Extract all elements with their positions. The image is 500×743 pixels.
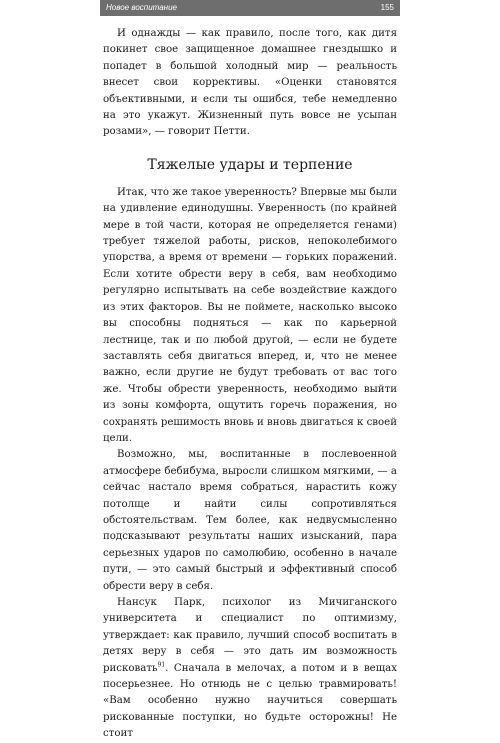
running-header [100,0,400,16]
section-heading: Тяжелые удары и терпение [147,156,353,173]
paragraph-text: . Сначала в мелочах, а потом и в вещах посерьезнее. Но отнюдь не с целью травмировать! «Вам особенно нужно научиться совершать рискованные поступки, но будьте осторожны! Не стоит [103,662,397,740]
page-number: 155 [380,3,394,12]
page-body [103,26,397,743]
paragraph: Итак, что же такое уверенность? Впервые мы были на удивление единодушны. Уверенность (по крайней мере в той части, которая не определяется генами) требует тяжелой работы, рисков, непоколебимого упорства, а время от времени — горьких поражений. Если хотите обрести веру в себя, вам необходимо регулярно испытывать на себе воздействие каждого из этих факторов. Вы не поймете, насколько высоко вы способны подняться — как по карьерной лестнице, так и по любой другой, — если не будете заставлять себя двигаться вперед, и, что не менее важно, если другие не будут требовать от вас того же. Чтобы обрести уверенность, необходимо выйти из зоны комфорта, ощутить горечь поражения, но сохранять решимость вновь и вновь двигаться к своей цели. [103,186,397,444]
paragraph-text: Нансук Парк, психолог из Мичиганского университета и специалист по оптимизму, утверждает: как правило, лучший способ воспитать в детях веру в себя — это дать им возможность рисковать [103,597,397,674]
paragraph: Возможно, мы, воспитанные в послевоенной атмосфере бебибума, выросли слишком мягкими, — а сейчас настало время собраться, нарастить кожу потолще и найти силы сопротивляться обстоятельствам. Тем более, как недвусмысленно подсказывают результаты наших изысканий, пара серьезных ударов по самолюбию, особенно в начале пути, — это самый быстрый и эффективный способ обрести веру в себя. [103,449,397,592]
footnote-marker[interactable]: 91 [157,661,166,669]
paragraph: И однажды — как правило, после того, как дитя покинет свое защищенное домашнее гнездышко и попадет в большой холодный мир — реальность внесет свои коррективы. «Оценки становятся объективными, и если ты ошибся, тебе немедленно на это укажут. Жизненный путь вовсе не усыпан розами», — говорит Петти. [103,28,397,138]
paragraph [103,595,397,743]
book-title: Новое воспитание [106,3,177,12]
